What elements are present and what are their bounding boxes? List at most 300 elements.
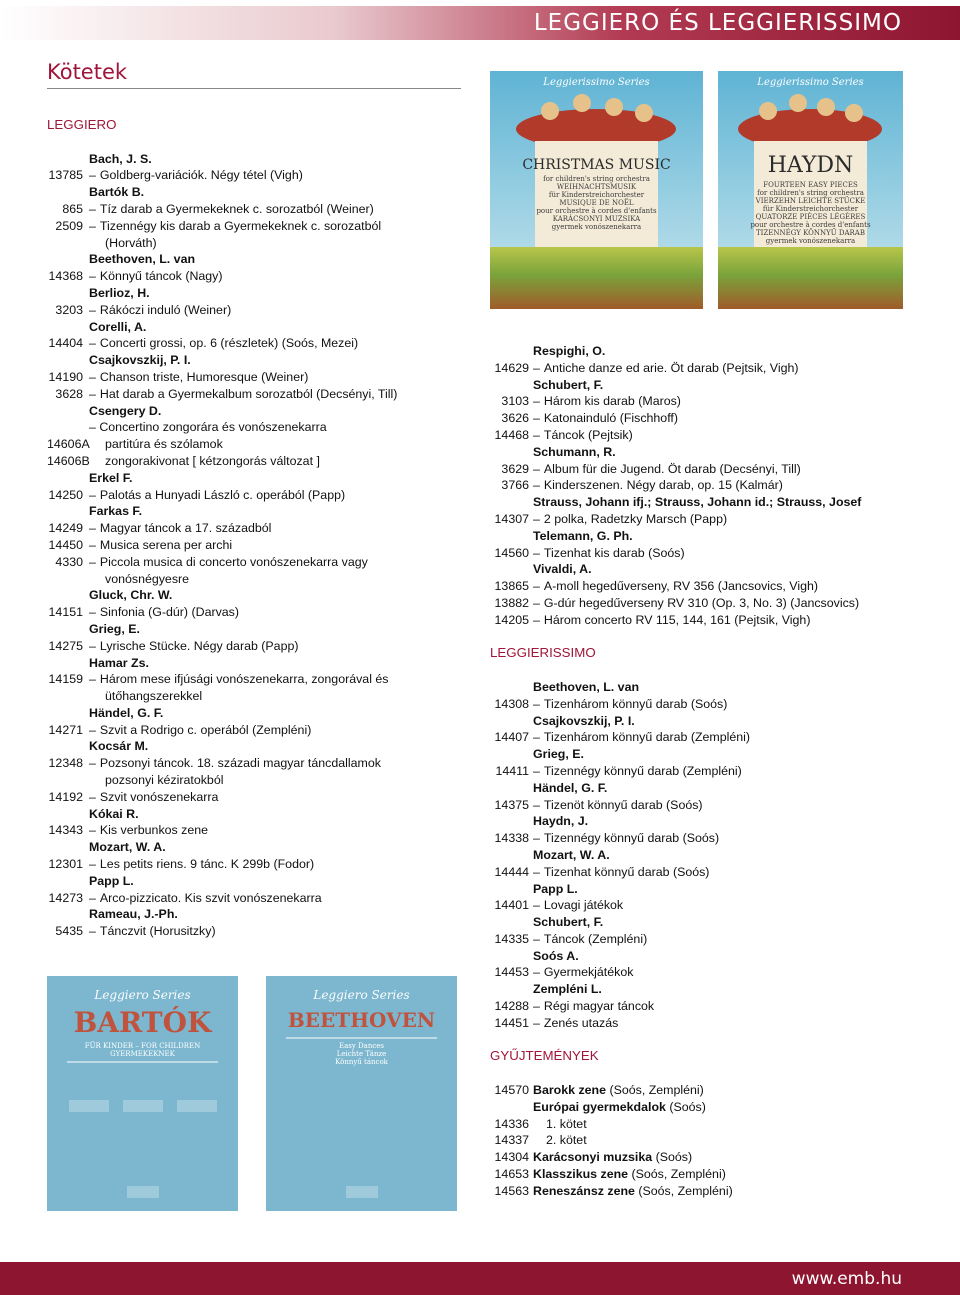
list-item: [490, 595, 930, 612]
item-title: zongorakivonat [ kétzongorás változat ]: [105, 453, 320, 468]
list-item: [47, 369, 467, 386]
item-dash: –: [533, 478, 540, 493]
catalog-number: 14288: [494, 999, 529, 1014]
collection-name: Reneszánsz zene: [533, 1183, 635, 1198]
composer-name: Kókai R.: [89, 806, 139, 821]
list-item: [47, 167, 467, 184]
catalog-number: 865: [62, 201, 83, 216]
header-banner: [0, 6, 960, 40]
item-title: [89, 520, 271, 537]
item-title: [89, 302, 231, 319]
catalog-number: 3629: [501, 461, 529, 476]
item-title: [533, 864, 709, 881]
item-dash: –: [533, 696, 540, 711]
item-dash: –: [533, 394, 540, 409]
composer-name: Grieg, E.: [533, 747, 584, 762]
item-dash: –: [89, 857, 96, 872]
item-dash: –: [533, 595, 540, 610]
section-title: Kötetek: [47, 60, 128, 84]
item-title: [89, 218, 381, 235]
catalog-number: 14271: [48, 722, 83, 737]
collection-name: Európai gyermekdalok: [533, 1099, 666, 1114]
item-dash: –: [89, 487, 96, 502]
catalog-number: 14629: [494, 360, 529, 375]
collection-item: [490, 1149, 930, 1166]
item-dash: –: [533, 612, 540, 627]
list-item: [490, 461, 930, 478]
item-dash: –: [533, 797, 540, 812]
item-title-text: Lovagi játékok: [543, 898, 624, 913]
composer-name: Respighi, O.: [533, 344, 606, 358]
composer-name: Schumann, R.: [533, 444, 616, 459]
composer-name: Telemann, G. Ph.: [533, 528, 633, 543]
cover-subtitle: FOURTEEN EASY PIECES for children's string orchestra VIERZEHN LEICHTE STÜCKE für Kinderstreichorchester QUATORZE PIÈCES LÉGÈRES pour orchestre à cordes d'enfants TIZENNÉGY KÖNNYŰ DARAB gyermek vonószenekarra: [750, 181, 871, 245]
item-title: [533, 461, 801, 478]
item-title: [533, 1099, 706, 1116]
spacer: [490, 662, 930, 679]
item-title-text: Arco-pizzicato. Kis szvit vonószenekarra: [99, 890, 322, 905]
composer-name: Zempléni L.: [533, 982, 602, 997]
item-title-text: 2 polka, Radetzky Marsch (Papp): [543, 511, 728, 526]
cover-title: BARTÓK: [73, 1006, 212, 1039]
item-dash: –: [533, 864, 540, 879]
composer-name: Haydn, J.: [533, 814, 589, 829]
item-title-text: Antiche danze ed arie. Öt darab (Pejtsik, Vigh): [543, 360, 799, 375]
list-heading: GYŰJTEMÉNYEK: [490, 1048, 599, 1064]
item-dash: –: [89, 521, 96, 536]
list-item: [490, 427, 930, 444]
item-title-text: Táncok (Pejtsik): [543, 427, 633, 442]
item-title: [533, 393, 681, 410]
item-title-text: Tizennégy kis darab a Gyermekeknek c. sorozatból: [99, 218, 382, 233]
list-item-continuation: [47, 772, 467, 789]
item-title-text: Tizennégy könnyű darab (Zempléni): [543, 763, 742, 778]
item-title: [546, 1132, 587, 1149]
list-heading: LEGGIERO: [47, 117, 117, 132]
composer-name: Csajkovszkij, P. I.: [89, 353, 191, 368]
item-dash: –: [533, 831, 540, 846]
list-item: [47, 554, 467, 571]
composer-name: Erkel F.: [89, 470, 133, 485]
composer-name: Mozart, W. A.: [533, 847, 610, 862]
collection-editors: 2. kötet: [546, 1133, 587, 1148]
list-heading: LEGGIERISSIMO: [490, 645, 596, 661]
item-dash: –: [533, 931, 540, 946]
item-dash: –: [533, 1015, 540, 1030]
collection-name: Barokk zene: [533, 1083, 607, 1098]
item-title-text: Szvit a Rodrigo c. operából (Zempléni): [99, 722, 312, 737]
item-dash: –: [533, 545, 540, 560]
composer-name: Rameau, J.-Ph.: [89, 907, 178, 922]
cover-bartok: [47, 976, 238, 1211]
cover-title: BEETHOVEN: [287, 1008, 436, 1032]
spacer: [47, 134, 467, 151]
collection-editors: 1. kötet: [546, 1116, 587, 1131]
item-title: [89, 386, 397, 403]
item-dash: –: [533, 999, 540, 1014]
catalog-number: 14275: [48, 638, 83, 653]
catalog-number: 3203: [55, 302, 83, 317]
catalog-number: 14468: [494, 427, 529, 442]
item-title: – Concertino zongorára és vonószenekarra: [89, 420, 327, 435]
item-title-text: Három concerto RV 115, 144, 161 (Pejtsik, Vigh): [543, 612, 811, 627]
collection-editors: (Soós): [652, 1150, 693, 1165]
catalog-number: 4330: [55, 554, 83, 569]
list-item: [490, 612, 930, 629]
list-item: [47, 201, 467, 218]
item-title: [533, 964, 633, 981]
list-item: [47, 520, 467, 537]
collection-editors: (Soós, Zempléni): [628, 1167, 726, 1182]
composer-name: Bartók B.: [89, 185, 145, 200]
catalog-number: 13865: [494, 579, 529, 594]
composer-name: Händel, G. F.: [89, 705, 164, 720]
item-title: [89, 201, 374, 218]
composer-name: Schubert, F.: [533, 915, 604, 930]
leggiero-list: [47, 117, 467, 940]
catalog-number: 5435: [55, 924, 83, 939]
item-title-text: G-dúr hegedűverseny RV 310 (Op. 3, No. 3) (Jancsovics): [543, 595, 860, 610]
item-title: [533, 545, 685, 562]
catalog-number: 14563: [494, 1183, 529, 1198]
item-title-text: Tíz darab a Gyermekeknek c. sorozatból (Weiner): [99, 201, 374, 216]
catalog-number: 14606B: [47, 453, 90, 468]
catalog-number: 14451: [494, 1015, 529, 1030]
item-dash: –: [533, 411, 540, 426]
composer-name: Händel, G. F.: [533, 780, 608, 795]
item-title: partitúra és szólamok: [105, 437, 223, 452]
item-title: [89, 856, 314, 873]
list-item-continuation: [47, 688, 467, 705]
collection-editors: (Soós): [665, 1099, 706, 1114]
item-title: [89, 487, 345, 504]
composer-name: Csajkovszkij, P. I.: [533, 713, 635, 728]
item-title: [533, 696, 727, 713]
catalog-number: 14159: [48, 672, 83, 687]
item-dash: –: [89, 201, 96, 216]
composer-name: Mozart, W. A.: [89, 840, 166, 855]
collection-item: [490, 1082, 930, 1099]
composer-name: Papp L.: [533, 881, 578, 896]
composer-name: Papp L.: [89, 873, 134, 888]
list-item: [47, 789, 467, 806]
item-title-text: Katonainduló (Fischhoff): [543, 411, 678, 426]
cover-subtitle: for children's string orchestra WEIHNACHTSMUSIK für Kinderstreichorchester MUSIQUE DE NOËL pour orchestre à cordes d'enfants KARÁCSONYI MUZSIKA gyermek vonószenekarra: [536, 175, 657, 231]
item-title-text: Rákóczi induló (Weiner): [99, 302, 232, 317]
list-item: [490, 1015, 930, 1032]
item-title: [89, 890, 322, 907]
composer-name: Soós A.: [533, 948, 579, 963]
item-title-text: Három kis darab (Maros): [543, 394, 681, 409]
item-title: (Horváth): [105, 235, 157, 250]
item-title: [533, 477, 783, 494]
item-dash: –: [89, 369, 96, 384]
collection-editors: (Soós, Zempléni): [606, 1083, 704, 1098]
spacer: [490, 1065, 930, 1082]
catalog-number: 13882: [494, 595, 529, 610]
item-title: [89, 167, 303, 184]
composer-name: Beethoven, L. van: [533, 679, 640, 694]
catalog-number: 14308: [494, 696, 529, 711]
item-dash: –: [89, 823, 96, 838]
list-item: [490, 797, 930, 814]
catalog-number: 14338: [494, 831, 529, 846]
catalog-number: 14249: [48, 521, 83, 536]
item-dash: –: [89, 638, 96, 653]
list-item: [490, 729, 930, 746]
item-title-text: Régi magyar táncok: [543, 999, 655, 1014]
list-item: [490, 964, 930, 981]
footer-bar: [0, 1262, 960, 1295]
composer-name: Vivaldi, A.: [533, 562, 592, 577]
catalog-number: 14606A: [47, 437, 90, 452]
list-item: [490, 545, 930, 562]
collection-item: [490, 1183, 930, 1200]
item-dash: –: [533, 898, 540, 913]
collection-name: Karácsonyi muzsika: [533, 1150, 653, 1165]
list-item: [490, 998, 930, 1015]
item-title-text: Sinfonia (G-dúr) (Darvas): [99, 605, 239, 620]
list-item: [490, 578, 930, 595]
item-dash: –: [533, 360, 540, 375]
item-title: [89, 923, 216, 940]
item-dash: –: [89, 722, 96, 737]
list-item: [490, 477, 930, 494]
list-item: [47, 890, 467, 907]
item-title: [533, 729, 750, 746]
composer-name: Kocsár M.: [89, 739, 149, 754]
list-item: [47, 923, 467, 940]
catalog-number: 14444: [494, 864, 529, 879]
cover-decoration: [266, 976, 457, 1211]
composer-name: Schubert, F.: [533, 377, 604, 392]
list-item-continuation: [47, 235, 467, 252]
list-item: [47, 268, 467, 285]
item-title-text: Tizenhat könnyű darab (Soós): [543, 864, 710, 879]
catalog-number: 14335: [494, 931, 529, 946]
catalog-number: 2509: [55, 218, 83, 233]
item-title-text: Kinderszenen. Négy darab, op. 15 (Kalmár): [543, 478, 783, 493]
item-title: [546, 1116, 587, 1133]
item-title-text: Tizenhárom könnyű darab (Zempléni): [543, 730, 751, 745]
item-title: [89, 604, 239, 621]
list-item: [47, 487, 467, 504]
item-title-text: Piccola musica di concerto vonószenekarra vagy: [99, 554, 368, 569]
catalog-number: 14273: [48, 890, 83, 905]
list-item: [490, 360, 930, 377]
item-title: [89, 268, 223, 285]
cover-subtitle: Easy Dances Leichte Tänze Könnyű táncok: [335, 1042, 388, 1066]
item-dash: –: [533, 763, 540, 778]
item-title: [533, 763, 742, 780]
catalog-number: 14368: [48, 269, 83, 284]
list-item: [47, 436, 467, 453]
list-item: [47, 302, 467, 319]
catalog-number: 12348: [48, 756, 83, 771]
catalog-number: 14401: [494, 898, 529, 913]
collection-item: [490, 1116, 930, 1133]
section-divider: [47, 88, 461, 89]
footer-website[interactable]: www.emb.hu: [791, 1269, 902, 1289]
collection-editors: (Soós, Zempléni): [634, 1183, 733, 1198]
item-title: pozsonyi kéziratokból: [105, 773, 224, 788]
list-item: [490, 393, 930, 410]
item-title: [533, 1149, 692, 1166]
catalog-number: 13785: [48, 168, 83, 183]
item-title-text: Chanson triste, Humoresque (Weiner): [99, 369, 309, 384]
item-title: [89, 369, 308, 386]
item-title-text: Concerti grossi, op. 6 (részletek) (Soós, Mezei): [99, 336, 359, 351]
list-item: [490, 897, 930, 914]
item-dash: –: [89, 386, 96, 401]
cover-christmas-music: [490, 71, 703, 309]
cover-series-label: Leggiero Series: [313, 988, 410, 1002]
list-item-continuation: [47, 571, 467, 588]
composer-name: Gluck, Chr. W.: [89, 588, 173, 603]
item-title: [89, 671, 388, 688]
item-dash: –: [89, 672, 96, 687]
catalog-number: 14450: [48, 537, 83, 552]
cover-series-label: Leggierissimo Series: [757, 77, 864, 88]
composer-name: Csengery D.: [89, 403, 162, 418]
item-title-text: Tizennégy könnyű darab (Soós): [543, 831, 720, 846]
cover-hills: [718, 247, 903, 309]
cover-beethoven: [266, 976, 457, 1211]
catalog-number: 14375: [494, 797, 529, 812]
composer-name: Farkas F.: [89, 504, 143, 519]
item-title: [89, 822, 208, 839]
item-title-text: Kis verbunkos zene: [99, 823, 209, 838]
cover-haydn: [718, 71, 903, 309]
list-item: [47, 453, 467, 470]
list-item: [490, 931, 930, 948]
item-dash: –: [89, 302, 96, 317]
list-item: [47, 386, 467, 403]
composer-name: Corelli, A.: [89, 319, 147, 334]
item-dash: –: [533, 511, 540, 526]
item-title-text: Pozsonyi táncok. 18. századi magyar táncdallamok: [99, 756, 381, 771]
item-dash: –: [533, 965, 540, 980]
list-item: [490, 830, 930, 847]
composer-name: Bach, J. S.: [89, 151, 152, 166]
catalog-number: 14653: [494, 1167, 529, 1182]
item-title: [533, 1166, 726, 1183]
list-item: [490, 763, 930, 780]
catalog-number: 14343: [48, 823, 83, 838]
list-item: [47, 638, 467, 655]
item-dash: –: [533, 730, 540, 745]
catalog-number: 3628: [55, 386, 83, 401]
item-title-text: Három mese ifjúsági vonószenekarra, zongorával és: [99, 672, 389, 687]
item-dash: –: [89, 756, 96, 771]
list-item: [47, 671, 467, 688]
item-title-text: Les petits riens. 9 tánc. K 299b (Fodor): [99, 857, 315, 872]
item-title: [89, 537, 232, 554]
cover-hills: [490, 247, 703, 309]
list-item: [47, 856, 467, 873]
item-dash: –: [89, 924, 96, 939]
composer-name: Beethoven, L. van: [89, 252, 196, 267]
list-item: [47, 722, 467, 739]
item-title-text: Goldberg-variációk. Négy tétel (Vigh): [99, 168, 303, 183]
composer-name: Berlioz, H.: [89, 285, 150, 300]
collection-item: [490, 1132, 930, 1149]
item-title: [89, 335, 358, 352]
item-title-text: Magyar táncok a 17. századból: [99, 521, 272, 536]
catalog-number: 14205: [494, 612, 529, 627]
catalog-number: 3766: [501, 478, 529, 493]
item-title: [533, 578, 818, 595]
item-title: [533, 612, 810, 629]
catalog-number: 14453: [494, 965, 529, 980]
catalog-number: 14307: [494, 511, 529, 526]
item-title-text: Lyrische Stücke. Négy darab (Papp): [99, 638, 299, 653]
composer-name: Grieg, E.: [89, 621, 140, 636]
item-title: [89, 789, 218, 806]
catalog-number: 14407: [494, 730, 529, 745]
right-list: [490, 343, 930, 1200]
catalog-number: 14404: [48, 336, 83, 351]
item-title-text: Tizenhat kis darab (Soós): [543, 545, 685, 560]
item-dash: –: [533, 579, 540, 594]
item-title: [89, 638, 298, 655]
item-title-text: A-moll hegedűverseny, RV 356 (Jancsovics, Vigh): [543, 579, 819, 594]
list-item: [490, 410, 930, 427]
header-title: LEGGIERO ÉS LEGGIERISSIMO: [533, 10, 902, 36]
item-dash: –: [89, 789, 96, 804]
item-title: [533, 830, 719, 847]
item-title-text: Hat darab a Gyermekalbum sorozatból (Decsényi, Till): [99, 386, 398, 401]
item-title-text: Musica serena per archi: [99, 537, 233, 552]
list-item: [490, 511, 930, 528]
catalog-number: 14304: [494, 1150, 529, 1165]
list-item: [47, 822, 467, 839]
cover-subtitle: FÜR KINDER – FOR CHILDREN GYERMEKEKNEK: [84, 1042, 201, 1058]
collection-item: [490, 1099, 930, 1116]
item-title: [533, 797, 703, 814]
item-dash: –: [89, 218, 96, 233]
composer-name: Hamar Zs.: [89, 655, 149, 670]
spacer: [490, 629, 930, 646]
collection-item: [490, 1166, 930, 1183]
catalog-number: 14570: [494, 1083, 529, 1098]
item-title: vonósnégyesre: [105, 571, 190, 586]
catalog-number: 14560: [494, 545, 529, 560]
item-title: [533, 897, 623, 914]
catalog-number: 14336: [494, 1116, 529, 1131]
item-title-text: Palotás a Hunyadi László c. operából (Papp): [99, 487, 346, 502]
list-item: [490, 696, 930, 713]
item-title-text: Táncok (Zempléni): [543, 931, 648, 946]
item-title: ütőhangszerekkel: [105, 689, 203, 704]
work-title: [47, 419, 467, 436]
catalog-number: 14250: [48, 487, 83, 502]
composer-name: Strauss, Johann ifj.; Strauss, Johann id.; Strauss, Josef: [533, 495, 862, 510]
catalog-number: 14411: [495, 763, 529, 778]
item-title: [533, 998, 654, 1015]
catalog-number: 14337: [494, 1133, 529, 1148]
catalog-number: 14192: [48, 789, 83, 804]
item-title: [533, 511, 727, 528]
list-item: [490, 864, 930, 881]
item-dash: –: [89, 168, 96, 183]
item-title-text: Album für die Jugend. Öt darab (Decsényi, Till): [543, 461, 801, 476]
catalog-number: 12301: [48, 857, 83, 872]
catalog-number: 3626: [501, 411, 529, 426]
item-title-text: Tizenöt könnyű darab (Soós): [543, 797, 703, 812]
item-title: [533, 595, 859, 612]
item-title: [89, 722, 311, 739]
